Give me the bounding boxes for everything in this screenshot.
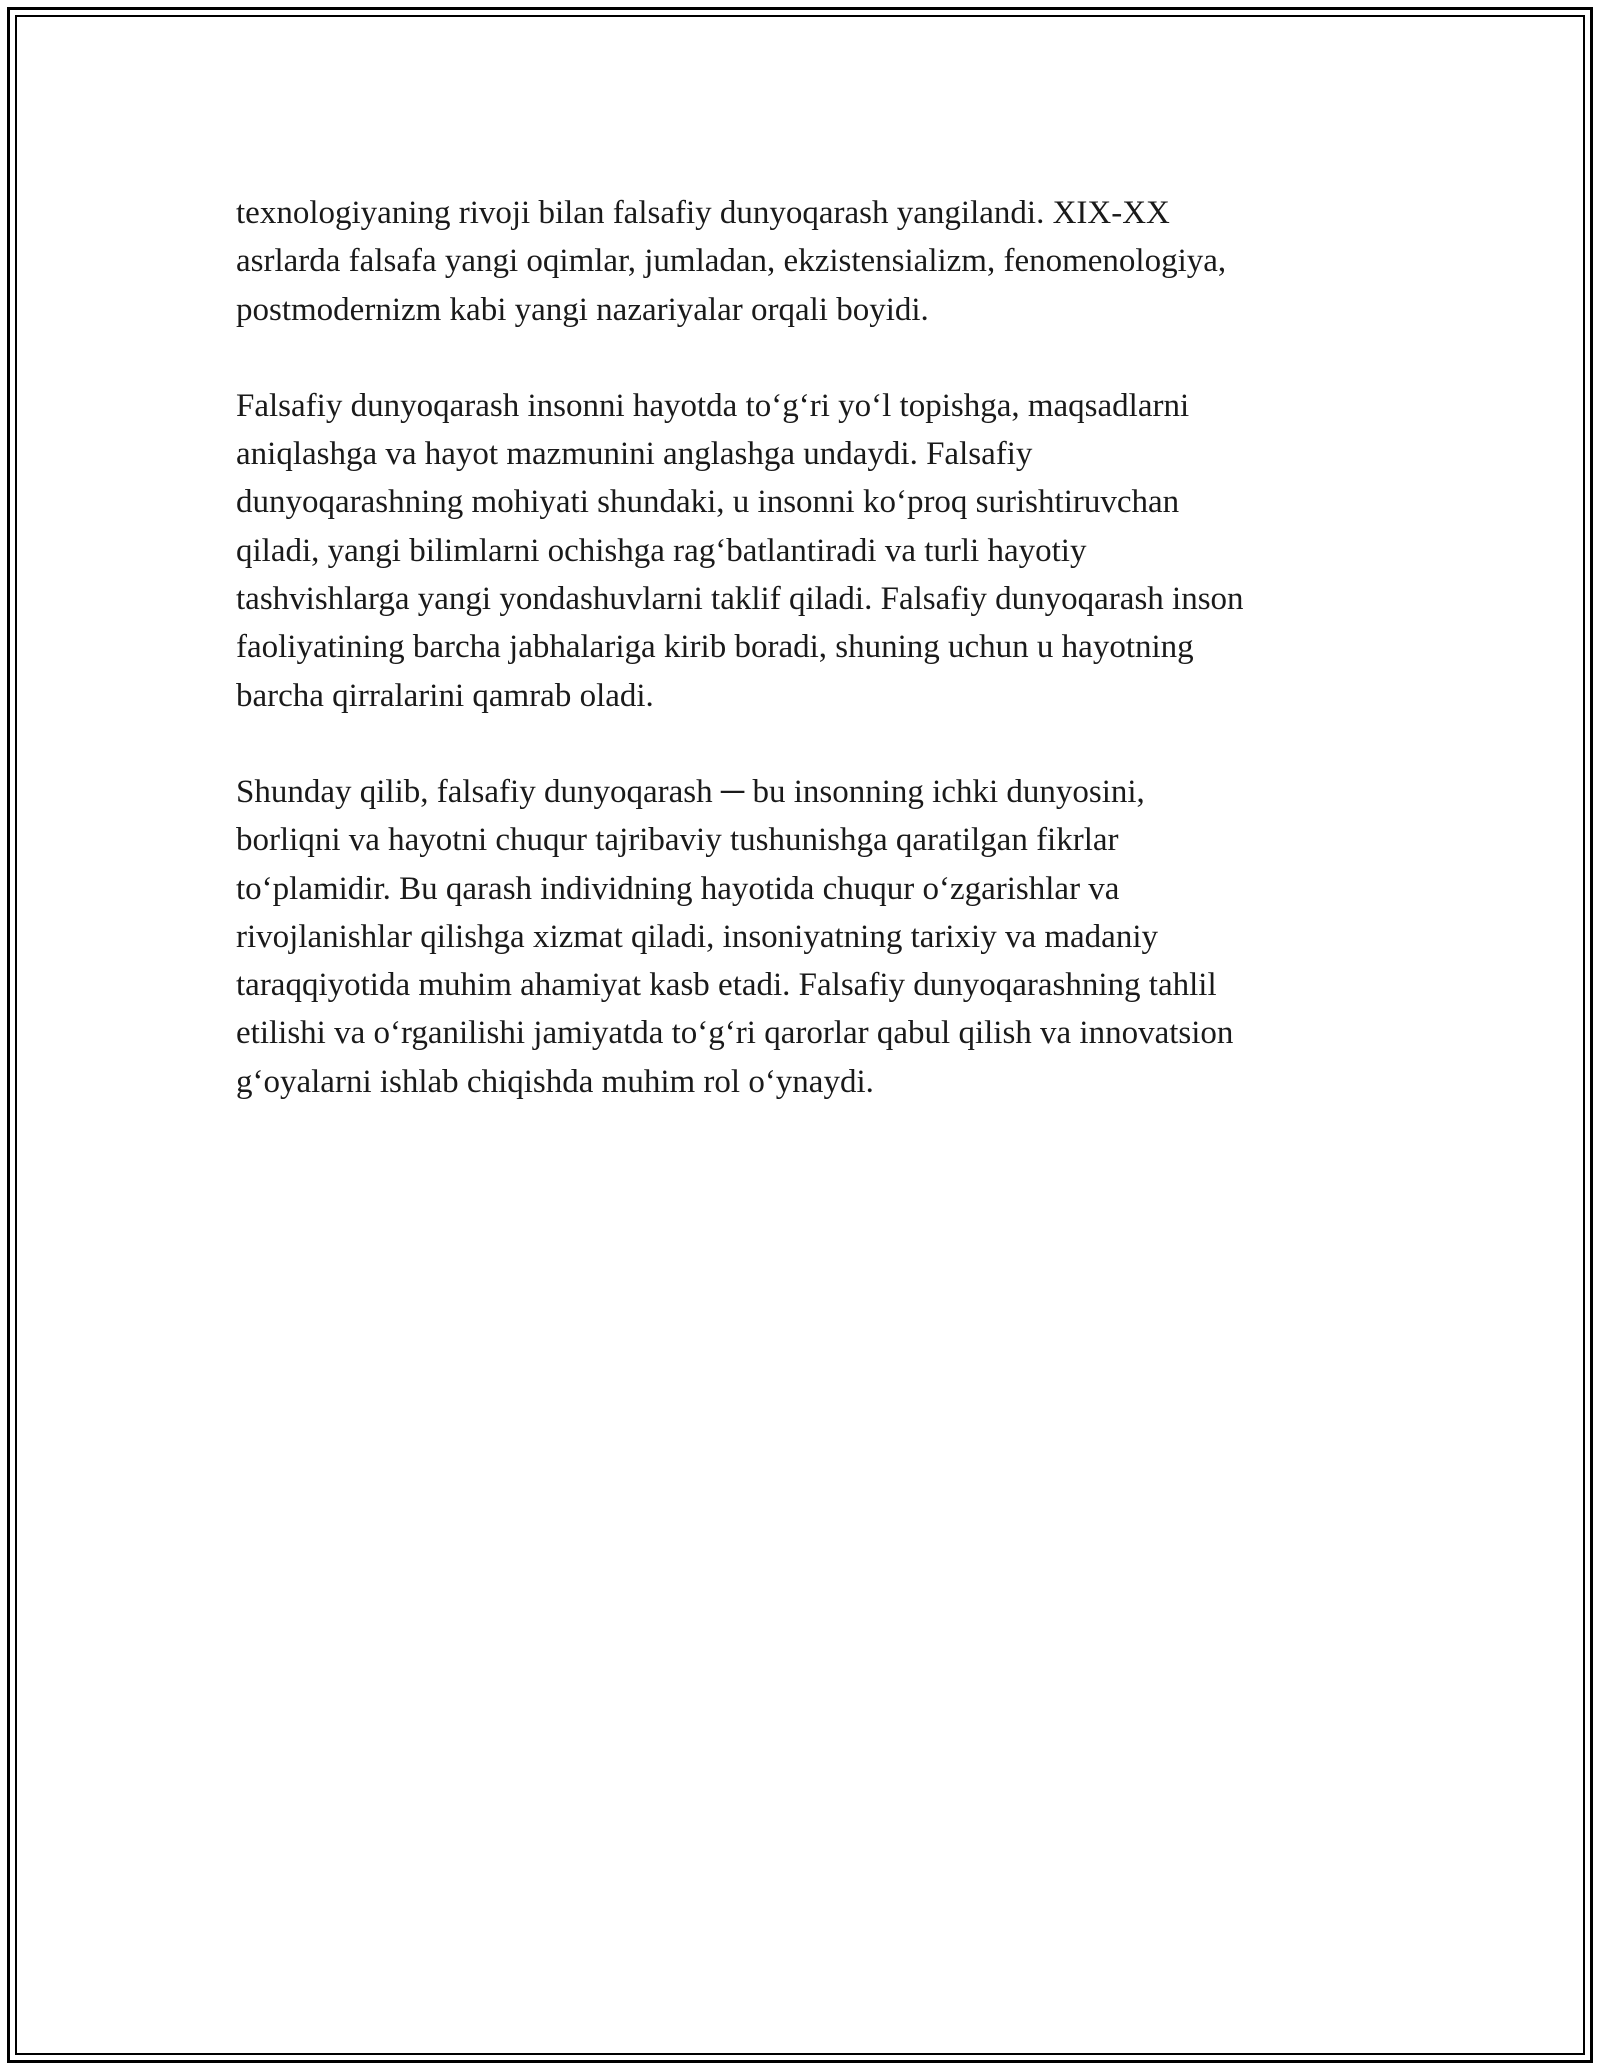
- text-line: aniqlashga va hayot mazmunini anglashga undaydi. Falsafiy: [236, 436, 1033, 473]
- text-line: rivojlanishlar qilishga xizmat qiladi, insoniyatning tarixiy va madaniy: [236, 918, 1158, 955]
- text-line: postmodernizm kabi yangi nazariyalar orqali boyidi.: [236, 291, 929, 328]
- text-line: Shunday qilib, falsafiy dunyoqarash ─ bu insonning ichki dunyosini,: [236, 773, 1145, 810]
- paragraph-2: [236, 382, 1366, 720]
- text-line: qiladi, yangi bilimlarni ochishga rag‘batlantiradi va turli hayotiy: [236, 532, 1087, 569]
- text-line: g‘oyalarni ishlab chiqishda muhim rol o‘ynaydi.: [236, 1063, 874, 1100]
- text-line: asrlarda falsafa yangi oqimlar, jumladan, ekzistensializm, fenomenologiya,: [236, 243, 1227, 280]
- paragraph-3: [236, 768, 1366, 1106]
- paragraph-1: [236, 189, 1366, 334]
- text-line: Falsafiy dunyoqarash insonni hayotda to‘g‘ri yo‘l topishga, maqsadlarni: [236, 387, 1190, 424]
- text-line: etilishi va o‘rganilishi jamiyatda to‘g‘ri qarorlar qabul qilish va innovatsion: [236, 1015, 1234, 1052]
- text-line: tashvishlarga yangi yondashuvlarni taklif qiladi. Falsafiy dunyoqarash inson: [236, 581, 1244, 618]
- text-line: texnologiyaning rivoji bilan falsafiy dunyoqarash yangilandi. XIX-XX: [236, 195, 1170, 231]
- text-line: barcha qirralarini qamrab oladi.: [236, 677, 654, 714]
- text-line: faoliyatining barcha jabhalariga kirib boradi, shuning uchun u hayotning: [236, 629, 1194, 666]
- document-body: [236, 189, 1366, 1154]
- text-line: to‘plamidir. Bu qarash individning hayotida chuqur o‘zgarishlar va: [236, 870, 1120, 907]
- text-line: taraqqiyotida muhim ahamiyat kasb etadi. Falsafiy dunyoqarashning tahlil: [236, 967, 1217, 1004]
- text-line: dunyoqarashning mohiyati shundaki, u insonni ko‘proq surishtiruvchan: [236, 484, 1180, 521]
- text-line: borliqni va hayotni chuqur tajribaviy tushunishga qaratilgan fikrlar: [236, 822, 1119, 859]
